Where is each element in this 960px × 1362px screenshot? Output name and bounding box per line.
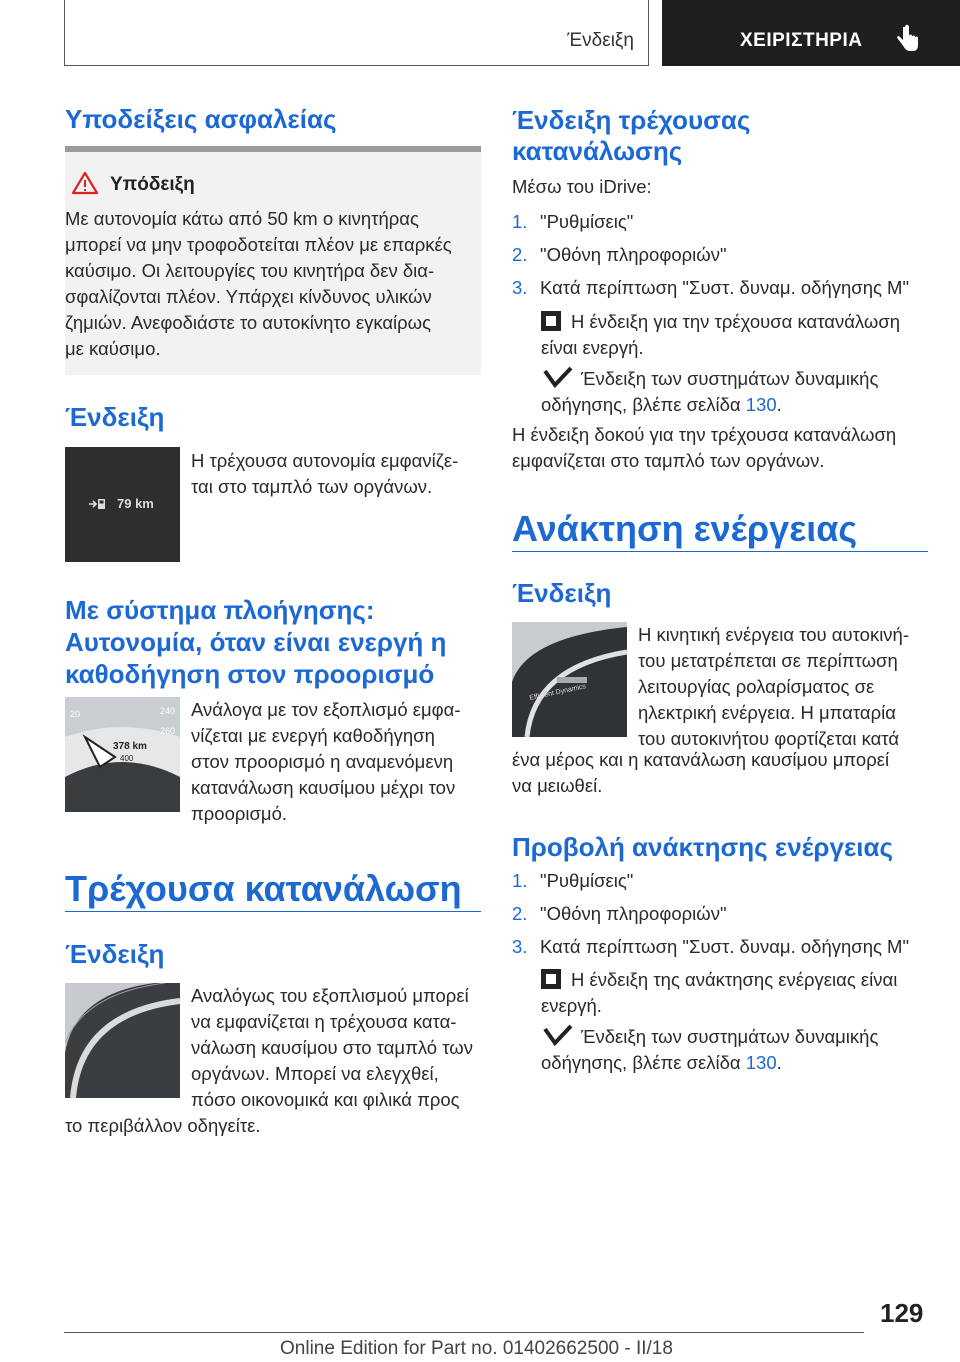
reference-arrow-icon: [541, 1023, 575, 1047]
energy-recovery-heading: Ανάκτηση ενέργειας: [512, 508, 858, 549]
text-line: να μειωθεί.: [512, 775, 603, 796]
list-number: 3.: [512, 277, 528, 298]
er-display-heading: Ένδειξη: [512, 578, 612, 608]
text-line: Η ένδειξη για την τρέχουσα κατανάλωση: [571, 311, 901, 332]
gauge-tick: 20: [70, 709, 81, 719]
text-line: ενεργή.: [541, 995, 602, 1016]
consumption-gauge-image: [65, 983, 180, 1098]
current-consumption-heading: [512, 105, 750, 167]
header-chapter-label: ΧΕΙΡΙΣΤΗΡΙΑ: [740, 30, 863, 51]
pointing-hand-icon: [894, 24, 920, 54]
nav-heading: [65, 594, 446, 690]
list-item: [512, 868, 633, 894]
gauge-tick: 240: [160, 706, 176, 716]
heading-rule: [65, 911, 481, 912]
page-number: 129: [880, 1298, 924, 1328]
list-number: 1.: [512, 870, 528, 891]
text-line: νίζεται με ενεργή καθοδήγηση: [191, 725, 435, 746]
text-line: Η κινητική ενέργεια του αυτοκινή-: [638, 624, 910, 645]
text-line: προορισμό.: [191, 803, 288, 824]
text-line: Η ένδειξη δοκού για την τρέχουσα κατανάλωση: [512, 424, 897, 445]
nav-heading-line: καθοδήγηση στον προορισμό: [65, 659, 435, 689]
note-line: καύσιμο. Οι λειτουργίες του κινητήρα δεν δια-: [65, 260, 435, 281]
list-number: 1.: [512, 211, 528, 232]
warning-triangle-icon: [71, 171, 99, 195]
text-line: Αναλόγως του εξοπλισμού μπορεί: [191, 985, 469, 1006]
header-section-label: Ένδειξη: [567, 30, 634, 51]
cc-reference-note: Ένδειξη των συστημάτων δυναμικής οδήγησης, βλέπε σελίδα 130.: [541, 365, 931, 418]
display-heading: Ένδειξη: [65, 402, 165, 432]
list-item: [512, 209, 633, 235]
consumption-gauge-graphic: [65, 983, 180, 1098]
text-line: Ανάλογα με τον εξοπλισμό εμφα-: [191, 699, 461, 720]
efficient-dynamics-graphic: [512, 622, 627, 737]
display-text: [191, 448, 481, 500]
energy-view-heading: Προβολή ανάκτησης ενέργειας: [512, 832, 894, 862]
checkbox-icon: [541, 311, 561, 331]
note-line: μπορεί να μην τροφοδοτείται πλέον με επαρκές: [65, 234, 452, 255]
menu-path-text: "Ρυθμίσεις": [540, 211, 634, 232]
page-link[interactable]: 130: [745, 1052, 777, 1073]
note-line: ζημιών. Ανεφοδιάστε το αυτοκίνητο εγκαίρως: [65, 312, 432, 333]
text-line: να εμφανίζεται η τρέχουσα κατα-: [191, 1011, 457, 1032]
text-line: οργάνων. Μπορεί να ελεγχθεί,: [191, 1063, 439, 1084]
text-line: ένα μέρος και η κατανάλωση καυσίμου μπορεί: [512, 749, 890, 770]
header-chapter-tab[interactable]: [662, 0, 960, 66]
menu-path-text: "Οθόνη πληροφοριών": [540, 244, 727, 265]
text-line: εμφανίζεται στο ταμπλό των οργάνων.: [512, 450, 825, 471]
checkbox-icon: [541, 969, 561, 989]
gauge-tick: 260: [160, 726, 176, 736]
text-line: Ένδειξη των συστημάτων δυναμικής: [581, 1026, 879, 1047]
menu-path-text: Κατά περίπτωση "Συστ. δυναμ. οδήγησης M": [540, 936, 910, 957]
range-display-image: [65, 447, 180, 562]
nav-heading-line: Με σύστημα πλοήγησης:: [65, 595, 375, 625]
er-text-bottom: [512, 747, 932, 799]
note-text: [65, 206, 480, 362]
nav-gauge-image: [65, 697, 180, 812]
list-number: 3.: [512, 936, 528, 957]
ev-reference-note: Ένδειξη των συστημάτων δυναμικής οδήγησης, βλέπε σελίδα 130.: [541, 1023, 931, 1076]
gauge-readout: 378 km: [113, 741, 147, 752]
heading-line: κατανάλωσης: [512, 136, 683, 166]
list-item: [512, 934, 909, 960]
text-line: Η τρέχουσα αυτονομία εμφανίζε-: [191, 450, 459, 471]
consumption-heading: Τρέχουσα κατανάλωση: [65, 868, 462, 909]
text-line: είναι ενεργή.: [541, 337, 644, 358]
menu-path-text: "Οθόνη πληροφοριών": [540, 903, 727, 924]
er-text-top: [638, 622, 933, 752]
note-line: Με αυτονομία κάτω από 50 km ο κινητήρας: [65, 208, 419, 229]
menu-path-text: "Ρυθμίσεις": [540, 870, 634, 891]
heading-rule: [512, 551, 928, 552]
nav-text: [191, 697, 481, 827]
gauge-label: Efficient Dynamics: [528, 683, 587, 702]
text-line: του αυτοκινήτου φορτίζεται κατά: [638, 728, 900, 749]
page-link[interactable]: 130: [745, 394, 777, 415]
list-item: [512, 242, 727, 268]
note-line: σφαλίζονται πλέον. Υπάρχει κίνδυνος υλικών: [65, 286, 432, 307]
reference-arrow-icon: [541, 365, 575, 389]
efficient-dynamics-image: [512, 622, 627, 737]
text-line: Η ένδειξη της ανάκτησης ενέργειας είναι: [571, 969, 898, 990]
nav-gauge-graphic: [65, 697, 180, 812]
gauge-tick: 400: [120, 754, 134, 763]
note-line: με καύσιμο.: [65, 338, 161, 359]
text-line: ται στο ταμπλό των οργάνων.: [191, 476, 433, 497]
consumption-display-heading: Ένδειξη: [65, 939, 165, 969]
header-section-box: [64, 0, 649, 66]
safety-heading: Υποδείξεις ασφαλείας: [65, 104, 337, 134]
text-line: νάλωση καυσίμου στο ταμπλό των: [191, 1037, 473, 1058]
cc-after-text: [512, 422, 932, 474]
text-line: λειτουργίας ρολαρίσματος σε: [638, 676, 875, 697]
list-item: [512, 901, 727, 927]
list-number: 2.: [512, 244, 528, 265]
text-line: οδήγησης, βλέπε σελίδα: [541, 1052, 741, 1073]
footer-edition: Online Edition for Part no. 01402662500 - II/18: [280, 1338, 673, 1359]
nav-heading-line: Αυτονομία, όταν είναι ενεργή η: [65, 627, 447, 657]
idrive-intro: Μέσω του iDrive:: [512, 176, 652, 197]
text-line: οδήγησης, βλέπε σελίδα: [541, 394, 741, 415]
list-number: 2.: [512, 903, 528, 924]
text-line: κατανάλωση καυσίμου μέχρι τον: [191, 777, 456, 798]
text-line: στον προορισμό η αναμενόμενη: [191, 751, 454, 772]
consumption-text-top: [191, 983, 481, 1113]
note-title: Υπόδειξη: [110, 174, 195, 195]
cc-checkbox-note: [541, 309, 931, 361]
fuel-pump-icon: [89, 498, 109, 510]
text-line: το περιβάλλον οδηγείτε.: [65, 1115, 261, 1136]
list-item: [512, 275, 909, 301]
range-readout: 79 km: [117, 496, 154, 511]
menu-path-text: Κατά περίπτωση "Συστ. δυναμ. οδήγησης M": [540, 277, 910, 298]
footer-rule: [64, 1332, 864, 1333]
text-line: ηλεκτρική ενέργεια. Η μπαταρία: [638, 702, 896, 723]
heading-line: Ένδειξη τρέχουσας: [512, 105, 751, 135]
text-line: Ένδειξη των συστημάτων δυναμικής: [581, 368, 879, 389]
text-line: του μετατρέπεται σε περίπτωση: [638, 650, 898, 671]
text-line: πόσο οικονομικά και φιλικά προς: [191, 1089, 460, 1110]
ev-checkbox-note: [541, 967, 931, 1019]
